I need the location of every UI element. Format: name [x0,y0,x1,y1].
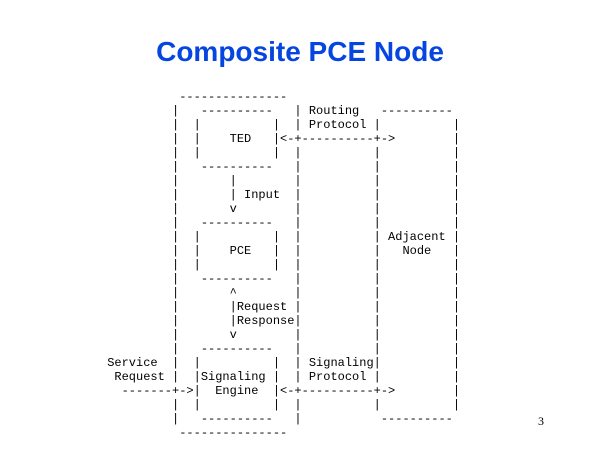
ascii-line: | |Request | | | [100,300,461,314]
ascii-line: | ---------- | | | [100,160,461,174]
ascii-line: | ---------- | ---------- [100,412,453,426]
ascii-line: | ---------- | | | [100,272,461,286]
ascii-line: | | | | | Adjacent | [100,230,461,244]
ascii-line: --------------- [100,90,288,104]
ascii-line: | | Input | | | [100,188,461,202]
ascii-line: | v | | | [100,202,461,216]
slide-title: Composite PCE Node [156,36,444,67]
ascii-line: -------+->| Engine |<-+----------+-> | [100,384,461,398]
ascii-line: | | PCE | | | Node | [100,244,461,258]
ascii-line: Request | |Signaling | | Protocol | | [100,370,461,384]
ascii-line: | | | | | | [100,398,461,412]
ascii-line: --------------- [100,426,288,440]
ascii-diagram [100,90,460,440]
ascii-line: | v | | | [100,328,461,342]
ascii-line: | | | | | [100,174,461,188]
ascii-line: Service | | | | Signaling| | [100,356,461,370]
ascii-line: | ---------- | | | [100,342,461,356]
ascii-line: | ^ | | | [100,286,461,300]
page-number: 3 [538,414,544,428]
ascii-line: | | TED |<-+----------+-> | [100,132,461,146]
ascii-line: | | | | | | [100,146,461,160]
ascii-line: | | | | Protocol | | [100,118,461,132]
ascii-line: | ---------- | Routing ---------- [100,104,453,118]
ascii-line: | | | | | | [100,258,461,272]
ascii-line: | ---------- | | | [100,216,461,230]
ascii-line: | |Response| | | [100,314,461,328]
